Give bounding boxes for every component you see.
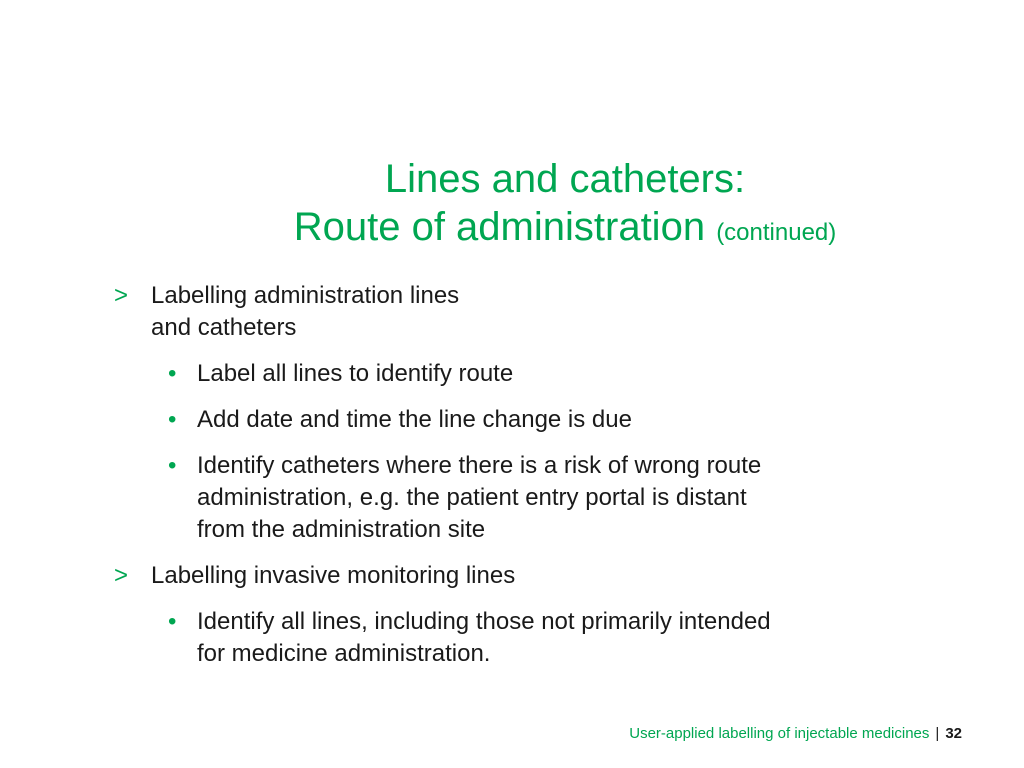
section-heading-1 [114, 280, 904, 344]
slide-title [200, 155, 930, 257]
bullet-item [114, 404, 904, 436]
footer-separator: | [935, 725, 940, 742]
section-heading-1-line-1: Labelling administration lines [151, 282, 460, 309]
bullet-dot-icon: • [168, 360, 177, 387]
page-number: 32 [945, 725, 962, 742]
bullet-dot-icon: • [168, 452, 177, 479]
bullet-text-line-2: administration, e.g. the patient entry portal is distant [197, 484, 747, 511]
section-heading-1-line-2: and catheters [151, 314, 297, 341]
arrow-marker-icon: > [114, 282, 129, 309]
bullet-item [114, 450, 904, 546]
bullet-item [114, 358, 904, 390]
title-line-2 [200, 203, 930, 257]
footer-title: User-applied labelling of injectable medicines [629, 725, 930, 742]
bullet-dot-icon: • [168, 406, 177, 433]
arrow-marker-icon: > [114, 562, 129, 589]
section-heading-2-text: Labelling invasive monitoring lines [151, 562, 516, 589]
bullet-text: Label all lines to identify route [197, 360, 514, 387]
slide-content [114, 280, 904, 684]
bullet-dot-icon: • [168, 608, 177, 635]
slide-footer [629, 725, 962, 742]
bullet-text-line-1: Identify catheters where there is a risk of wrong route [197, 452, 762, 479]
bullet-text: Add date and time the line change is due [197, 406, 632, 433]
title-line-1: Lines and catheters: [384, 157, 746, 201]
bullet-text-line-2: for medicine administration. [197, 640, 491, 667]
title-main-text: Route of administration [293, 205, 706, 249]
bullet-text-line-3: from the administration site [197, 516, 486, 543]
bullet-text-line-1: Identify all lines, including those not primarily intended [197, 608, 771, 635]
title-continued: (continued) [716, 219, 837, 246]
bullet-item [114, 606, 904, 670]
section-heading-2 [114, 560, 904, 592]
